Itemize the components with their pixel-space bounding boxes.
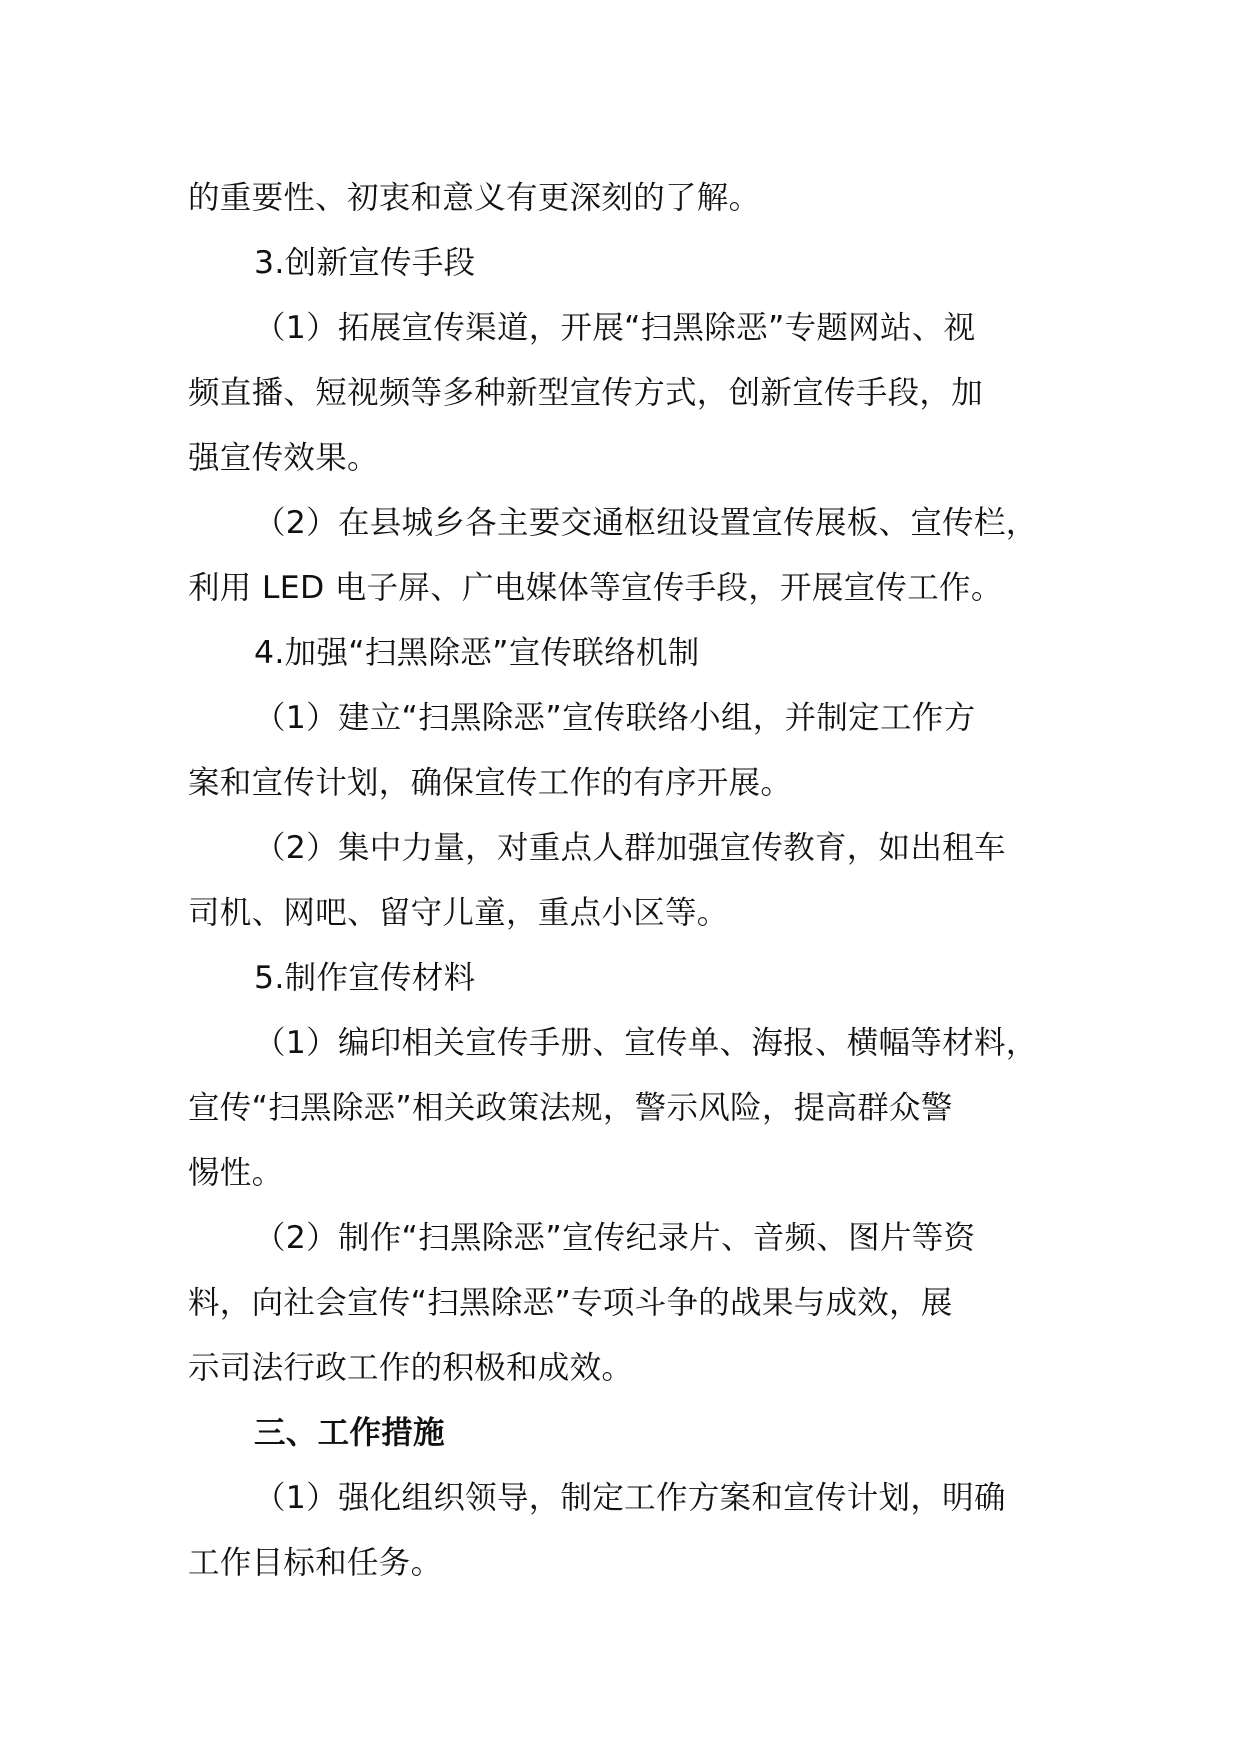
paragraph-line: 示司法行政工作的积极和成效。 — [188, 1350, 634, 1386]
paragraph-line: 案和宣传计划，确保宣传工作的有序开展。 — [188, 765, 793, 801]
paragraph-line: 频直播、短视频等多种新型宣传方式，创新宣传手段，加 — [188, 375, 984, 411]
document-page — [188, 166, 1058, 1596]
paragraph-line: 料，向社会宣传“扫黑除恶”专项斗争的战果与成效，展 — [188, 1285, 953, 1321]
paragraph-line: 强宣传效果。 — [188, 440, 379, 476]
paragraph-line: （1）强化组织领导，制定工作方案和宣传计划，明确 — [254, 1480, 1006, 1516]
paragraph-line: （1）拓展宣传渠道，开展“扫黑除恶”专题网站、视 — [254, 310, 976, 346]
paragraph-line: 惕性。 — [188, 1155, 284, 1191]
paragraph-line: 利用 LED 电子屏、广电媒体等宣传手段，开展宣传工作。 — [188, 570, 1003, 606]
subsection-heading-4: 4.加强“扫黑除恶”宣传联络机制 — [254, 635, 700, 671]
subsection-heading-3: 3.创新宣传手段 — [254, 245, 476, 281]
paragraph-line: （2）集中力量，对重点人群加强宣传教育，如出租车 — [254, 830, 1006, 866]
paragraph-line: （1）编印相关宣传手册、宣传单、海报、横幅等材料， — [254, 1025, 1038, 1061]
paragraph-line: （1）建立“扫黑除恶”宣传联络小组，并制定工作方 — [254, 700, 976, 736]
paragraph-continuation: 的重要性、初衷和意义有更深刻的了解。 — [188, 180, 761, 216]
paragraph-line: 工作目标和任务。 — [188, 1545, 443, 1581]
paragraph-line: （2）制作“扫黑除恶”宣传纪录片、音频、图片等资 — [254, 1220, 976, 1256]
section-heading: 三、工作措施 — [254, 1415, 445, 1451]
subsection-heading-5: 5.制作宣传材料 — [254, 960, 476, 996]
paragraph-line: （2）在县城乡各主要交通枢纽设置宣传展板、宣传栏， — [254, 505, 1038, 541]
paragraph-line: 宣传“扫黑除恶”相关政策法规，警示风险，提高群众警 — [188, 1090, 953, 1126]
paragraph-line: 司机、网吧、留守儿童，重点小区等。 — [188, 895, 729, 931]
